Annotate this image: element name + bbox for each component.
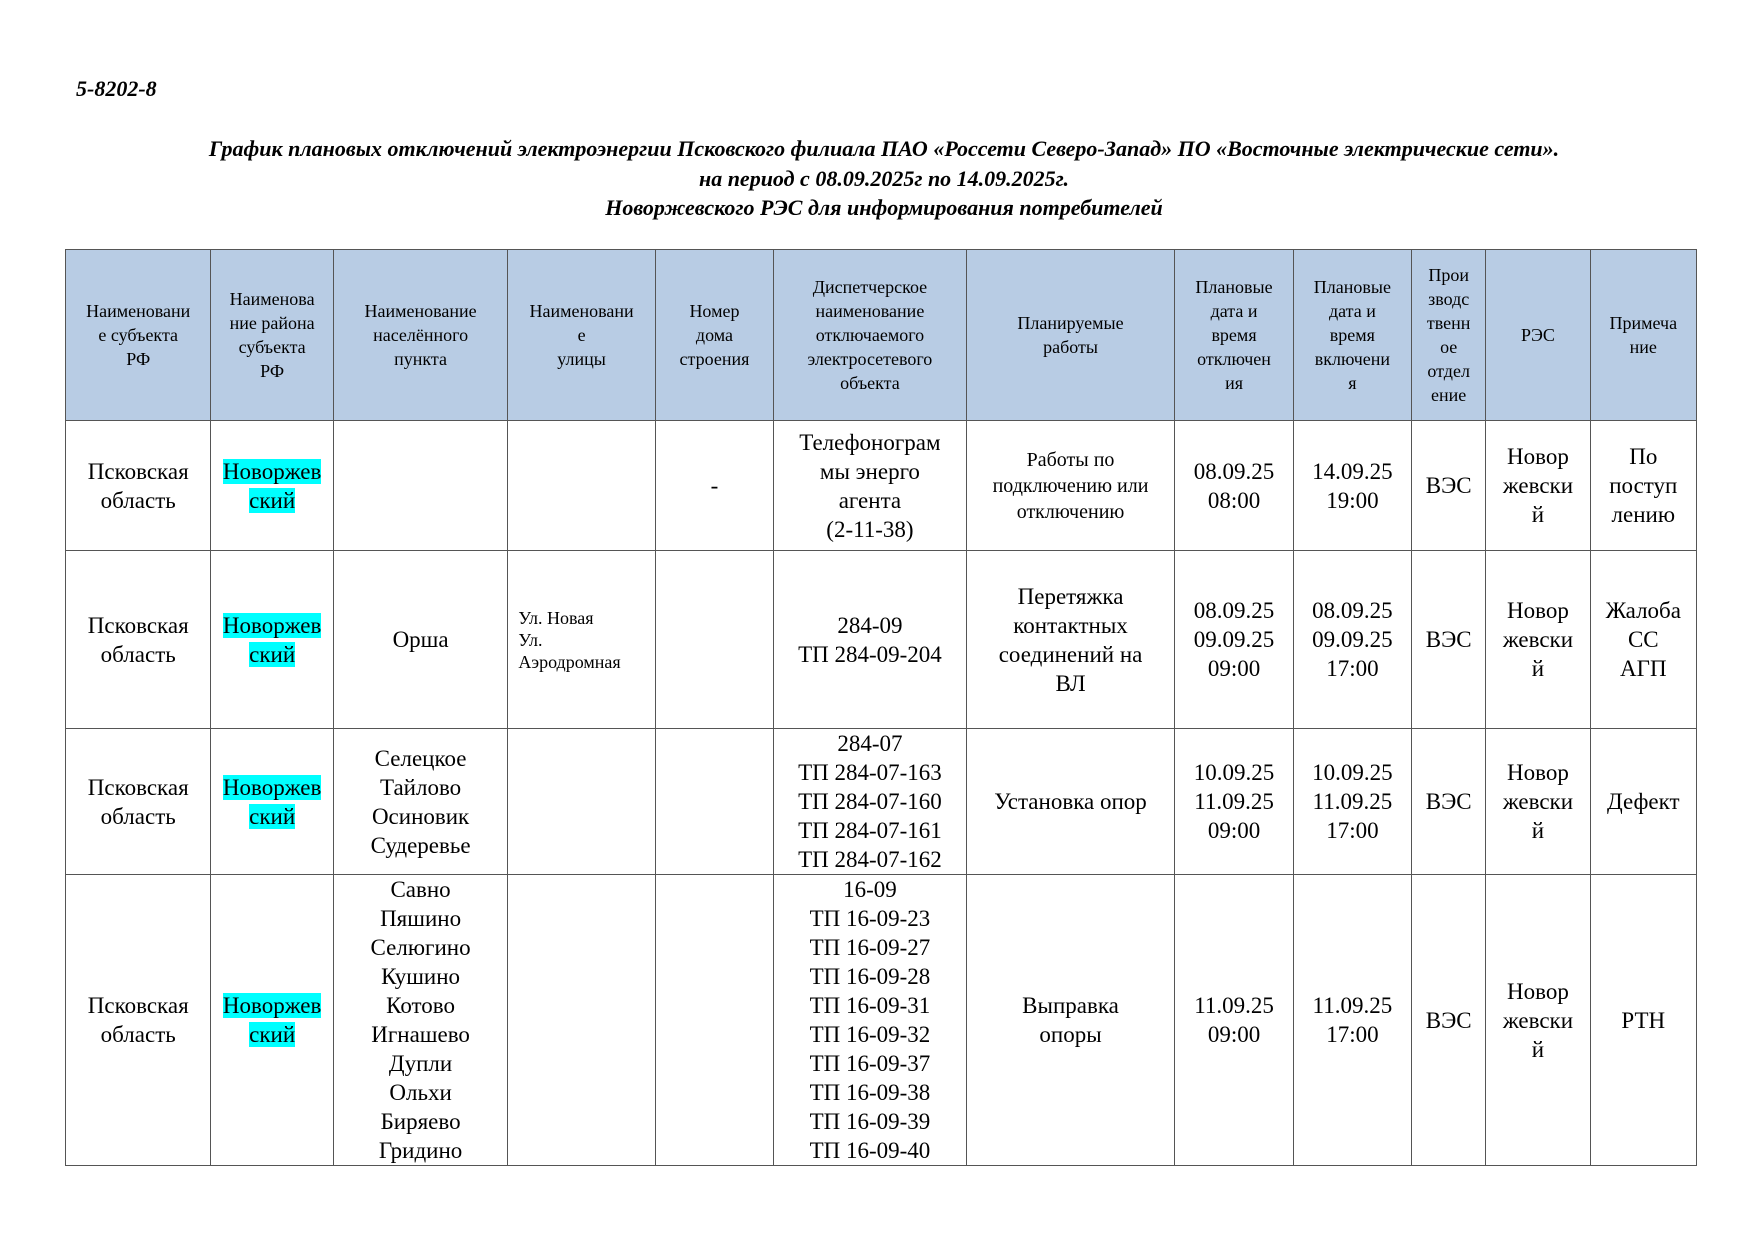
note-cell: РТН — [1590, 875, 1696, 1166]
street-cell: Ул. Новая Ул. Аэродромная — [508, 551, 655, 729]
street-cell — [508, 729, 655, 875]
header-works: Планируемые работы — [966, 250, 1175, 421]
note-cell: Жалоба СС АГП — [1590, 551, 1696, 729]
object-cell: Телефонограм мы энерго агента (2-11-38) — [774, 421, 967, 551]
object-cell: 284-09 ТП 284-09-204 — [774, 551, 967, 729]
header-region: Наименовани е субъекта РФ — [66, 250, 211, 421]
table-row — [66, 729, 1697, 875]
header-locality: Наименование населённого пункта — [333, 250, 508, 421]
header-on-time: Плановые дата и время включени я — [1293, 250, 1411, 421]
region-cell: Псковская область — [66, 729, 211, 875]
header-house: Номер дома строения — [655, 250, 773, 421]
header-note: Примеча ние — [1590, 250, 1696, 421]
unit-cell: ВЭС — [1412, 875, 1486, 1166]
district-cell — [211, 875, 333, 1166]
region-cell: Псковская область — [66, 875, 211, 1166]
table-row — [66, 551, 1697, 729]
title-line-1: График плановых отключений электроэнергии Псковского филиала ПАО «Россети Северо-Запад» ПО «Восточные электрические сети». — [208, 136, 1560, 161]
header-off-time: Плановые дата и время отключен ия — [1175, 250, 1293, 421]
off-time-cell: 08.09.25 09.09.25 09:00 — [1175, 551, 1293, 729]
off-time-cell: 08.09.25 08:00 — [1175, 421, 1293, 551]
region-cell: Псковская область — [66, 551, 211, 729]
object-cell: 284-07 ТП 284-07-163 ТП 284-07-160 ТП 284-07-161 ТП 284-07-162 — [774, 729, 967, 875]
works-cell: Работы по подключению или отключению — [966, 421, 1175, 551]
res-cell: Новор жевски й — [1486, 421, 1590, 551]
outage-schedule-table — [65, 249, 1697, 1166]
note-cell: Дефект — [1590, 729, 1696, 875]
on-time-cell: 08.09.25 09.09.25 17:00 — [1293, 551, 1411, 729]
locality-cell: Савно Пяшино Селюгино Кушино Котово Игнашево Дупли Ольхи Биряево Гридино — [333, 875, 508, 1166]
header-unit: Прои зводс твенн ое отдел ение — [1412, 250, 1486, 421]
res-cell: Новор жевски й — [1486, 875, 1590, 1166]
res-cell: Новор жевски й — [1486, 551, 1590, 729]
unit-cell: ВЭС — [1412, 421, 1486, 551]
district-cell — [211, 421, 333, 551]
locality-cell — [333, 421, 508, 551]
on-time-cell: 10.09.25 11.09.25 17:00 — [1293, 729, 1411, 875]
header-row — [66, 250, 1697, 421]
house-cell — [655, 729, 773, 875]
note-cell: По поступ лению — [1590, 421, 1696, 551]
district-highlight: Новоржев ский — [222, 458, 322, 513]
street-cell — [508, 421, 655, 551]
house-cell — [655, 875, 773, 1166]
district-cell — [211, 729, 333, 875]
title-line-3: Новоржевского РЭС для информирования потребителей — [605, 195, 1163, 220]
document-number: 5-8202-8 — [76, 76, 157, 101]
locality-cell: Орша — [333, 551, 508, 729]
unit-cell: ВЭС — [1412, 729, 1486, 875]
locality-cell: Селецкое Тайлово Осиновик Судеревье — [333, 729, 508, 875]
on-time-cell: 14.09.25 19:00 — [1293, 421, 1411, 551]
header-res: РЭС — [1486, 250, 1590, 421]
header-object: Диспетчерское наименование отключаемого электросетевого объекта — [774, 250, 967, 421]
object-cell: 16-09 ТП 16-09-23 ТП 16-09-27 ТП 16-09-28 ТП 16-09-31 ТП 16-09-32 ТП 16-09-37 ТП 16-09-38 ТП 16-09-39 ТП 16-09-40 — [774, 875, 967, 1166]
header-district: Наименова ние района субъекта РФ — [211, 250, 333, 421]
region-cell: Псковская область — [66, 421, 211, 551]
title-line-2: на период с 08.09.2025г по 14.09.2025г. — [698, 166, 1070, 191]
house-cell: - — [655, 421, 773, 551]
unit-cell: ВЭС — [1412, 551, 1486, 729]
off-time-cell: 11.09.25 09:00 — [1175, 875, 1293, 1166]
district-highlight: Новоржев ский — [222, 612, 322, 667]
district-cell — [211, 551, 333, 729]
table-row — [66, 421, 1697, 551]
res-cell: Новор жевски й — [1486, 729, 1590, 875]
header-street: Наименовани е улицы — [508, 250, 655, 421]
works-cell: Установка опор — [966, 729, 1175, 875]
on-time-cell: 11.09.25 17:00 — [1293, 875, 1411, 1166]
house-cell — [655, 551, 773, 729]
table-row — [66, 875, 1697, 1166]
works-cell: Выправка опоры — [966, 875, 1175, 1166]
works-cell: Перетяжка контактных соединений на ВЛ — [966, 551, 1175, 729]
off-time-cell: 10.09.25 11.09.25 09:00 — [1175, 729, 1293, 875]
district-highlight: Новоржев ский — [222, 774, 322, 829]
street-cell — [508, 875, 655, 1166]
district-highlight: Новоржев ский — [222, 993, 322, 1047]
